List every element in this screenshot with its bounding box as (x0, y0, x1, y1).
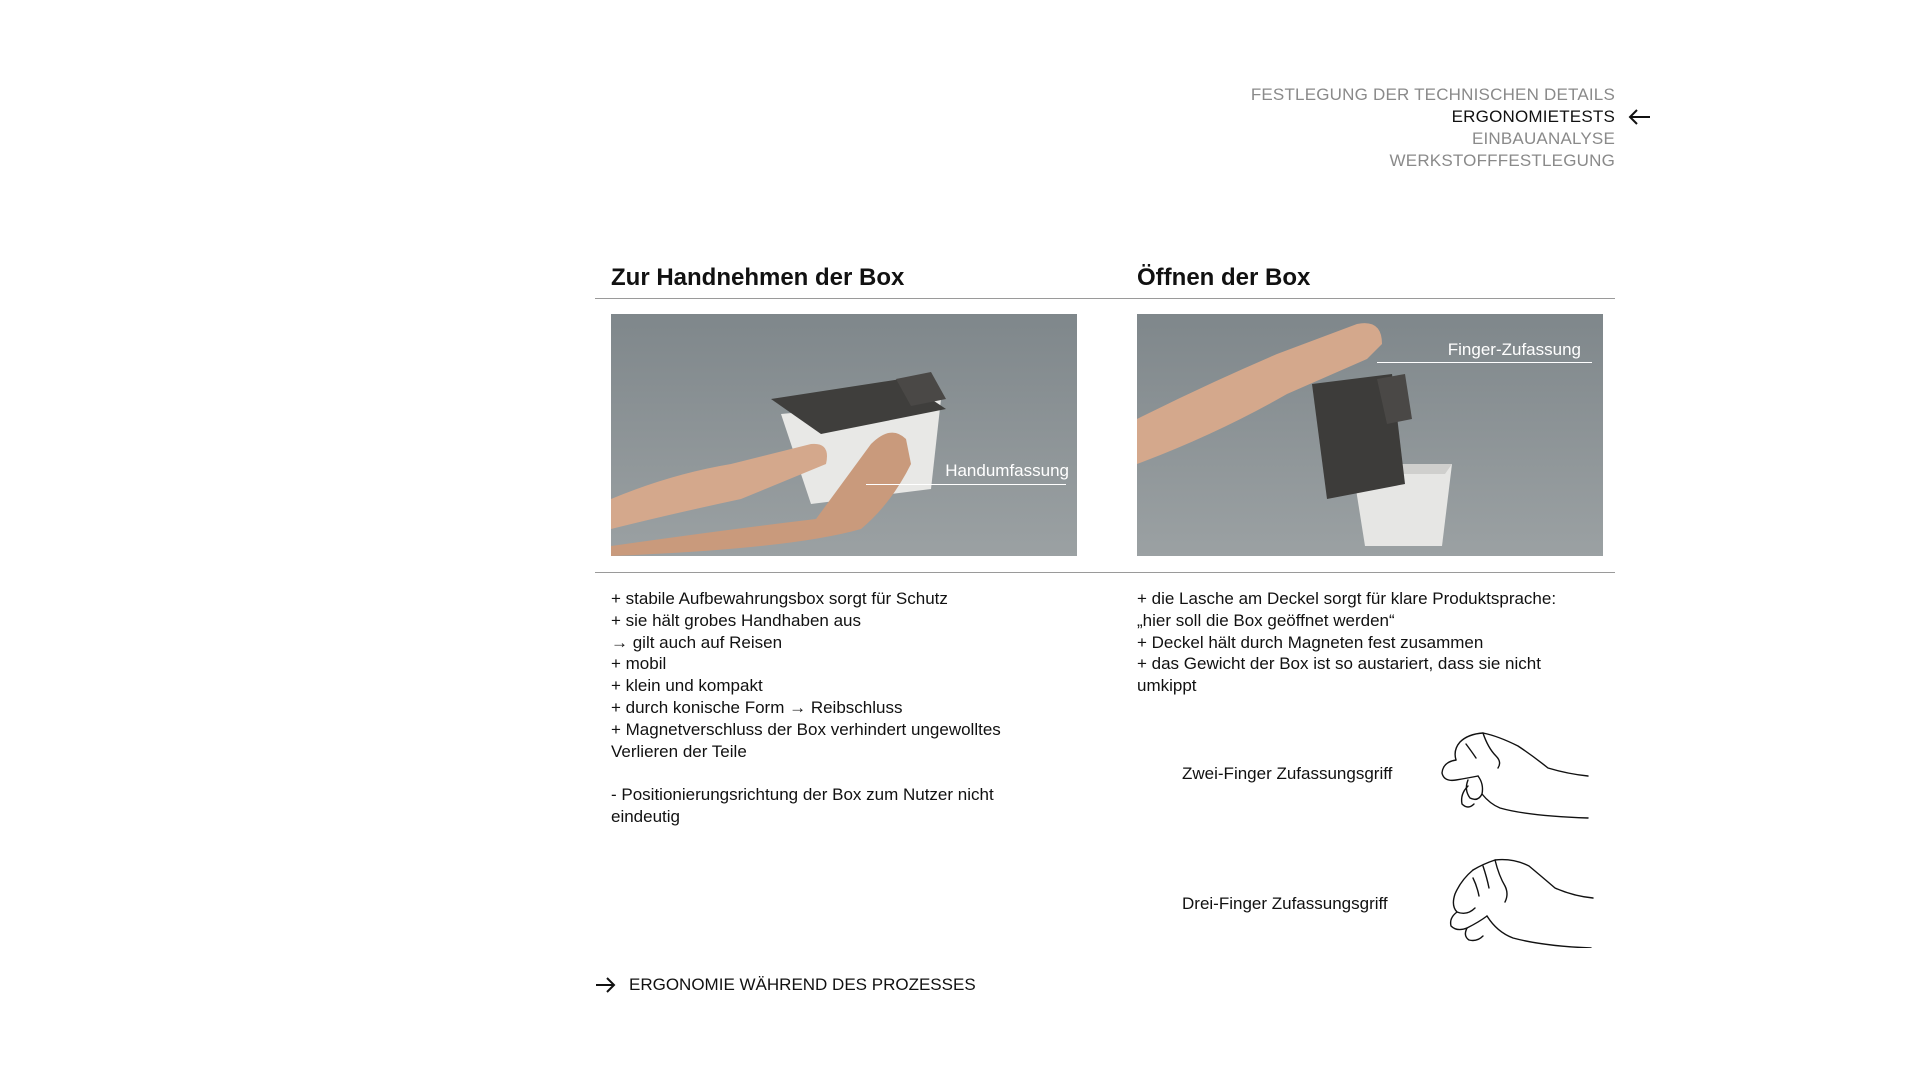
ergonomie-prozess-link-label: ERGONOMIE WÄHREND DES PROZESSES (629, 975, 976, 994)
nav-item-einbauanalyse[interactable]: EINBAUANALYSE (1471, 129, 1615, 148)
three-finger-grip-icon (1443, 856, 1595, 948)
photo-box-handling (611, 314, 1077, 556)
photo-box-opening (1137, 314, 1603, 556)
callout-handumfassung: Handumfassung (945, 461, 1069, 480)
callout-line-handumfassung (866, 484, 1066, 485)
right-column-title: Öffnen der Box (1137, 264, 1311, 291)
callout-line-finger-zufassung (1377, 362, 1592, 363)
left-column-title: Zur Handnehmen der Box (611, 264, 905, 291)
section-nav (1251, 84, 1615, 172)
nav-item-technische-details[interactable]: FESTLEGUNG DER TECHNISCHEN DETAILS (1250, 85, 1615, 104)
callout-finger-zufassung: Finger-Zufassung (1447, 340, 1581, 359)
grip-label-three-finger: Drei-Finger Zufassungsgriff (1182, 894, 1388, 913)
nav-item-werkstofffestlegung[interactable]: WERKSTOFFFESTLEGUNG (1389, 151, 1615, 170)
arrow-left-icon (1627, 108, 1653, 126)
left-bullet-list: + stabile Aufbewahrungsbox sorgt für Schutz + sie hält grobes Handhaben aus → gilt auch auf Reisen + mobil + klein und kompakt + durch konische Form → Reibschluss + Magnetverschluss der Box verhindert ungewolltes Verlieren der Teile - Positionierungsrichtung der Box zum Nutzer nicht eindeutig (611, 589, 1001, 826)
arrow-right-icon (595, 977, 617, 993)
ergonomie-prozess-link[interactable] (595, 975, 976, 995)
title-divider (595, 298, 1615, 299)
nav-item-ergonomietests[interactable]: ERGONOMIETESTS (1451, 107, 1615, 126)
two-finger-grip-icon (1438, 728, 1590, 820)
grip-label-two-finger: Zwei-Finger Zufassungsgriff (1182, 764, 1393, 783)
right-bullet-list: + die Lasche am Deckel sorgt für klare Produktsprache: „hier soll die Box geöffnet werden“ + Deckel hält durch Magneten fest zusammen + das Gewicht der Box ist so austariert, dass sie nicht umkippt (1137, 589, 1557, 696)
photo-divider (595, 572, 1615, 573)
